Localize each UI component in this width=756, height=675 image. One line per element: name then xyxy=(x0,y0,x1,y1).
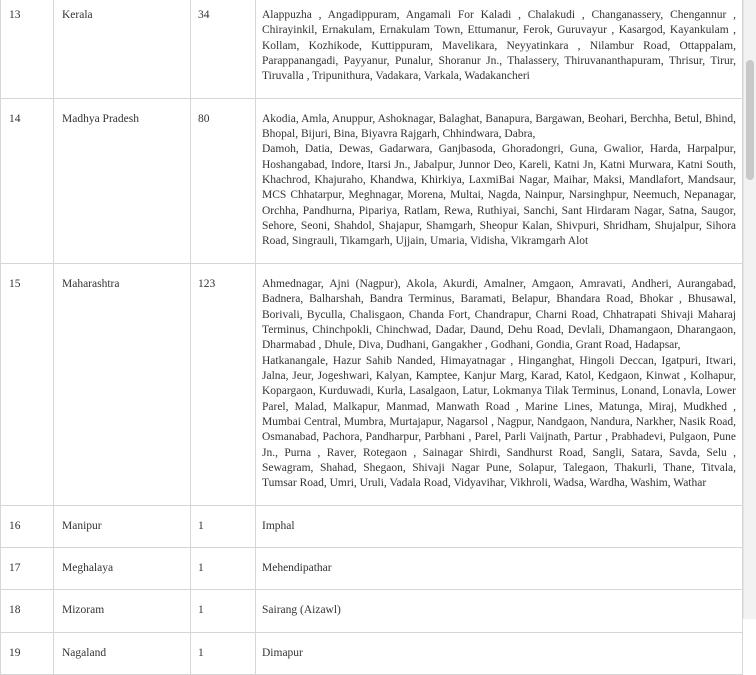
state-name: Mizoram xyxy=(54,590,191,632)
station-list-text: Ahmednagar, Ajni (Nagpur), Akola, Akurdi, Amalner, Amgaon, Amravati, Andheri, Aurangabad, Badnera, Balharshah, Bandra Terminus, Baramati, Belapur, Bhandara Road, Bhokar , Bhusawal, Borivali, Byculla, Chalisgaon, Chanda Fort, Chandrapur, Charni Road, Chhatrapati Shivaji Maharaj Terminus, Chinchpokli, Chinchwad, Dadar, Daund, Dehu Road, Devlali, Dhamangaon, Dharangaon, Dharmabad , Dhule, Diva, Dudhani, Gangakher , Godhani, Gondia, Grant Road, Hadapsar, xyxy=(262,277,736,352)
station-list xyxy=(256,547,743,589)
row-number: 14 xyxy=(1,98,54,263)
state-name: Nagaland xyxy=(54,632,191,674)
station-list xyxy=(256,263,743,505)
state-name: Manipur xyxy=(54,505,191,547)
station-list-text: Dimapur xyxy=(262,646,303,659)
state-name: Maharashtra xyxy=(54,263,191,505)
table-row xyxy=(1,0,743,98)
station-list-text: Sairang (Aizawl) xyxy=(262,604,341,617)
station-list-text: Mehendipathar xyxy=(262,561,332,574)
state-name: Madhya Pradesh xyxy=(54,98,191,263)
state-name: Kerala xyxy=(54,0,191,98)
station-list-text: Damoh, Datia, Dewas, Gadarwara, Ganjbasoda, Ghoradongri, Guna, Gwalior, Harda, Harpalpur, Hoshangabad, Indore, Itarsi Jn., Jabalpur, Junnor Deo, Kareli, Katni Jn, Katni Murwara, Katni South, Khachrod, Khajuraho, Khandwa, Khirkiya, LaxmiBai Nagar, Maihar, Maksi, Mandlafort, Mandsaur, MCS Chhatarpur, Meghnagar, Morena, Multai, Nagda, Nainpur, Narsinghpur, Neemuch, Nepanagar, Orchha, Pandhurna, Pipariya, Ratlam, Rewa, Ruthiyai, Sanchi, Sant Hirdaram Nagar, Satna, Saugor, Sehore, Seoni, Shahdol, Shajapur, Shamgarh, Sheopur Kalan, Shivpuri, Shridham, Shujalpur, Sihora Road, Singrauli, Tikamgarh, Ujjain, Umaria, Vidisha, Vikramgarh Alot xyxy=(262,143,736,248)
station-count: 123 xyxy=(191,263,256,505)
row-number: 17 xyxy=(1,547,54,589)
station-list xyxy=(256,505,743,547)
row-number: 13 xyxy=(1,0,54,98)
table-row xyxy=(1,98,743,263)
station-count: 1 xyxy=(191,590,256,632)
table-row xyxy=(1,590,743,632)
table-row xyxy=(1,632,743,674)
station-list xyxy=(256,632,743,674)
station-list-text: Alappuzha , Angadippuram, Angamali For Kaladi , Chalakudi , Changanassery, Chengannur , Chirayinkil, Ernakulam, Ernakulam Town, Ettumanur, Ferok, Guruvayur , Kasargod, Kayankulam , Kollam, Kozhikode, Kuttippuram, Mavelikara, Neyyatinkara , Nilambur Road, Ottappalam, Parappanangadi, Payyanur, Punalur, Shoranur Jn., Thalassery, Thiruvananthapuram, Thrisur, Tirur, Tiruvalla , Tripunithura, Vadakara, Varkala, Wadakancheri xyxy=(262,9,736,83)
station-count: 80 xyxy=(191,98,256,263)
row-number: 16 xyxy=(1,505,54,547)
table-row xyxy=(1,263,743,505)
scrollbar-thumb[interactable] xyxy=(746,60,754,180)
station-list-text: Hatkanangale, Hazur Sahib Nanded, Himayatnagar , Hinganghat, Hingoli Deccan, Igatpuri, Itwari, Jalna, Jeur, Jogeshwari, Kalyan, Kamptee, Kanjur Marg, Karad, Katol, Kedgaon, Kinwat , Kolhapur, Kopargaon, Kurduwadi, Kurla, Lasalgaon, Latur, Lokmanya Tilak Terminus, Lonand, Lonavla, Lower Parel, Malad, Malkapur, Manmad, Manwath Road , Marine Lines, Matunga, Miraj, Mudkhed , Mumbai Central, Mumbra, Murtajapur, Nagarsol , Nagpur, Nandgaon, Nandura, Narkher, Nasik Road, Osmanabad, Pachora, Pandharpur, Parbhani , Parel, Parli Vaijnath, Partur , Prabhadevi, Pulgaon, Pune Jn., Purna , Raver, Rotegaon , Sainagar Shirdi, Sandhurst Road, Sangli, Satara, Savda, Selu , Sewagram, Shahad, Shegaon, Shivaji Nagar Pune, Solapur, Talegaon, Thakurli, Thane, Titvala, Tumsar Road, Umri, Uruli, Vadala Road, Vidyavihar, Vikhroli, Wadsa, Wardha, Washim, Wathar xyxy=(262,354,736,490)
row-number: 18 xyxy=(1,590,54,632)
station-list xyxy=(256,98,743,263)
vertical-scrollbar[interactable] xyxy=(743,0,756,619)
state-name: Meghalaya xyxy=(54,547,191,589)
station-list xyxy=(256,0,743,98)
station-count: 34 xyxy=(191,0,256,98)
station-count: 1 xyxy=(191,505,256,547)
station-list xyxy=(256,590,743,632)
station-count: 1 xyxy=(191,632,256,674)
station-list-text: Imphal xyxy=(262,519,295,532)
table-row xyxy=(1,505,743,547)
table-row xyxy=(1,547,743,589)
row-number: 15 xyxy=(1,263,54,505)
station-list-text: Akodia, Amla, Anuppur, Ashoknagar, Balaghat, Banapura, Bargawan, Beohari, Berchha, Betul, Bhind, Bhopal, Bijuri, Bina, Biyavra Rajgarh, Chhindwara, Dabra, xyxy=(262,112,736,141)
station-count: 1 xyxy=(191,547,256,589)
row-number: 19 xyxy=(1,632,54,674)
